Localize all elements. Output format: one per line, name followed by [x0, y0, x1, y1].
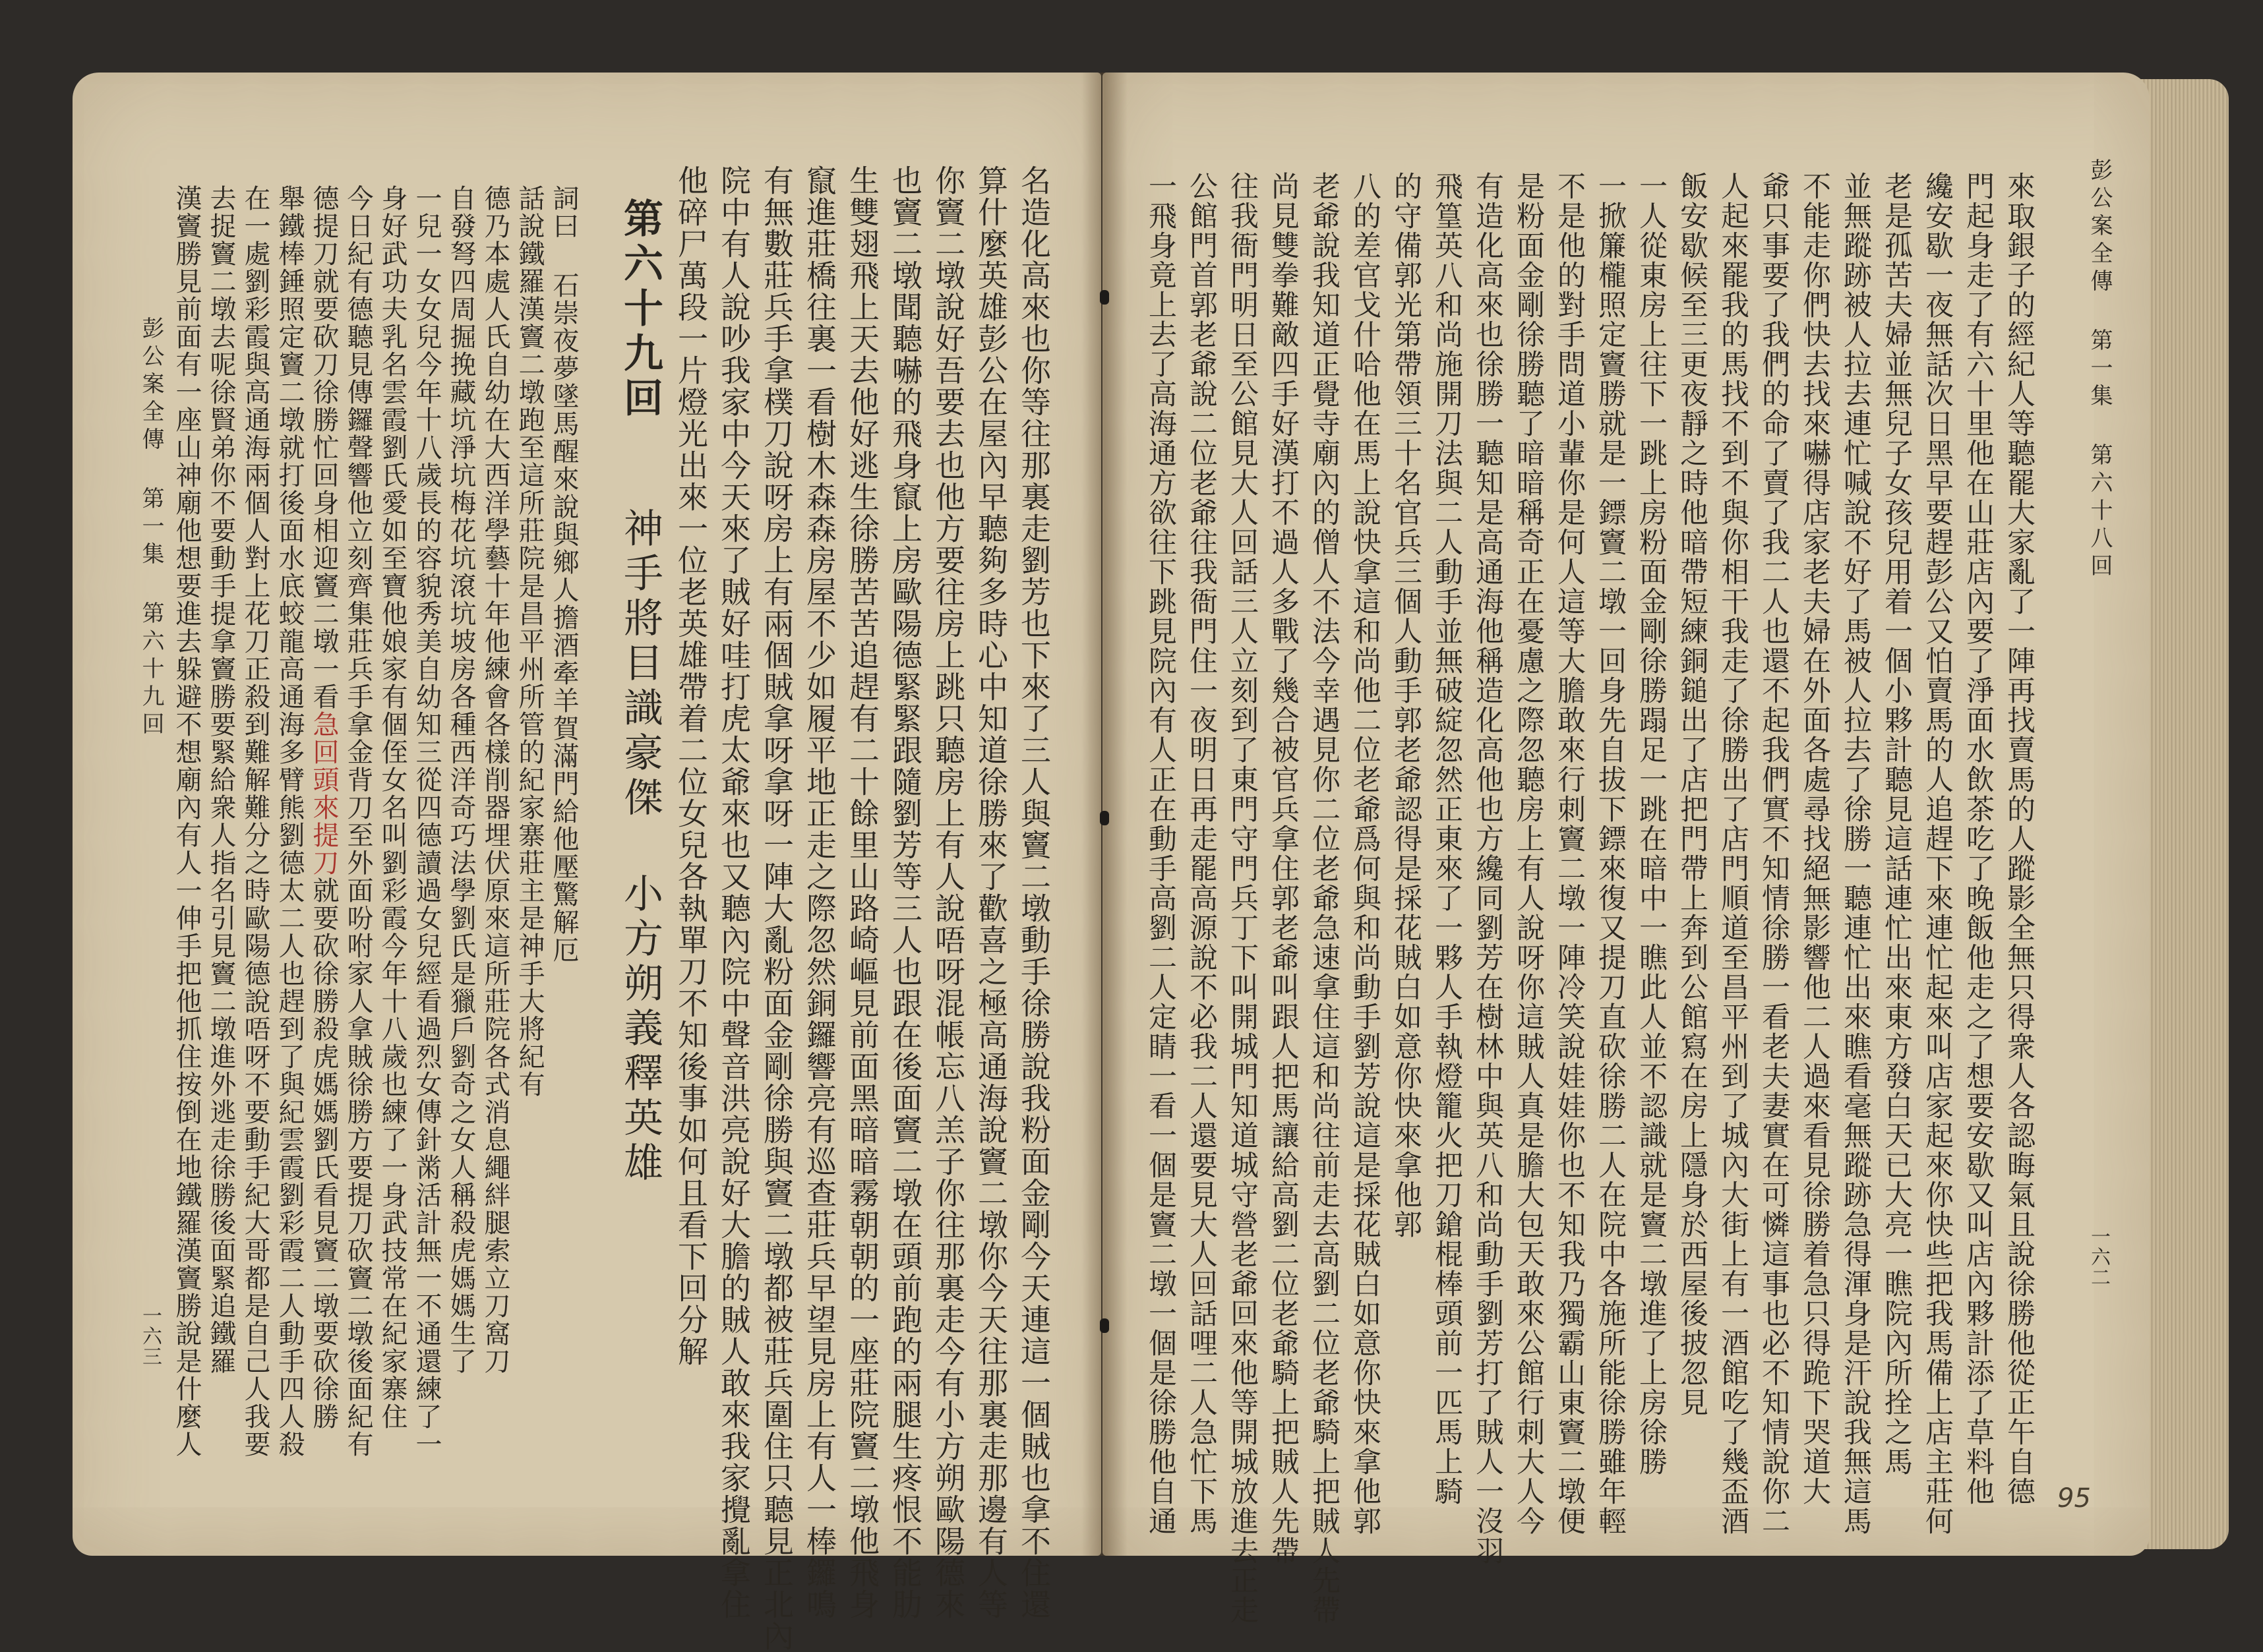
text-column: 也竇二墩聞聽嚇的飛身竄上房歐陽德緊緊跟隨劉芳等三人也跟在後面竇二墩在頭前跑的兩腿生疼恨不能肋: [888, 165, 923, 1620]
red-annotation: 急回頭來提刀: [309, 711, 339, 877]
text-column: 人起來罷我的馬找不到不與你相干我走了徐勝出了店門順道至昌平州到了城內大街上有一酒館吃了幾盃酒: [1716, 171, 1749, 1536]
text-column: 來取銀子的經紀人等聽罷大家亂了一陣再找賣馬的人蹤影全無只得衆人各認晦氣且說徐勝他從正午自德: [2003, 171, 2036, 1506]
text-column: 八的差官戈什哈他在馬上說快拿這和尚他二位老爺爲何與和尚動手劉芳說這是採花賊白如意你快來拿他郭: [1348, 171, 1381, 1536]
text-column: 詞曰 石崇夜夢墜馬醒來說與鄉人擔酒牽羊賀滿門給他壓驚解厄: [549, 185, 579, 964]
text-column: 去捉竇二墩去呢徐賢弟你不要動手提拿竇勝要緊給衆人指名引見竇二墩進外逃走徐勝後面緊追鐵羅: [206, 185, 236, 1375]
text-column: 一掀簾櫳照定竇勝就是一鏢竇二墩一回身先自拔下鏢來復又提刀直砍徐勝二人在院中各施所能徐勝雖年輕: [1594, 171, 1627, 1536]
handwritten-page-mark: 95: [2057, 1483, 2091, 1514]
text-column: 話說鐵羅漢竇二墩跑至這所莊院是昌平州所管的紀家寨莊主是神手大將紀有: [514, 185, 545, 1098]
book-edge: [2136, 79, 2229, 1549]
text-column: 不能走你們快去找來嚇得店家老夫婦在外面各處尋找絕無影響他二人過來看見徐勝着急只得跪下哭道大: [1798, 171, 1831, 1506]
binding-hole: [1100, 811, 1109, 825]
text-column: 飛篁英八和尚施開刀法與二人動手並無破綻忽然正東來了一夥人手執燈籠火把刀鎗棍棒頭前一匹馬上騎: [1430, 171, 1463, 1506]
text-column: 舉鐵棒錘照定竇二墩就打後面水底蛟龍高通海多臂熊劉德太二人也趕到了與紀雲霞劉彩霞二人動手四人殺: [274, 185, 305, 1458]
binding-hole: [1100, 290, 1109, 305]
text-column: 纔安歇一夜無話次日黑早要趕彭公又怕賣馬的人追趕下來連忙起來叫店家起來你快些把我馬備上店主莊何: [1921, 171, 1954, 1536]
left-page-number: 一六三: [138, 1305, 162, 1367]
right-page-header: 彭公案全傳 第一集 第六十八回: [2086, 158, 2113, 581]
text-column: 生雙翅飛上天去他好逃生徐勝苦苦追趕有二十餘里山路崎嶇見前面黑暗暗霧朝朝的一座莊院竇二墩他飛身: [845, 165, 880, 1620]
text-column: 竄進莊橋往裏一看樹木森森房屋不少如履平地正走之際忽然銅鑼響亮有巡查莊兵早望見房上有人一棒鑼鳴: [802, 165, 837, 1620]
text-column: 一人從東房上往下一跳上房粉面金剛徐勝蹋足一跳在暗中一瞧此人並不認識就是竇二墩進了上房徐勝: [1635, 171, 1668, 1477]
text-column: 老是孤苦夫婦並無兒子女孩兒用着一個小夥計聽見這話連忙出來東方發白天已大亮一瞧院內所拴之馬: [1880, 171, 1913, 1477]
text-column: 德提刀就要砍刀徐勝忙回身相迎竇二墩一看急回頭來提刀就要砍徐勝殺虎媽媽劉氏看見竇二墩要砍徐勝: [309, 185, 339, 1431]
text-column: 並無蹤跡被人拉去連忙喊說不好了馬被人拉去了徐勝一聽連忙出來瞧看毫無蹤跡急得渾身是汗說我無這馬: [1839, 171, 1872, 1536]
text-column: 德乃本處人氏自幼在大西洋學藝十年他練會各樣削器埋伏原來這所莊院各式消息繩絆腿索立刀窩刀: [480, 185, 510, 1375]
text-column: 身好武功夫乳名雲霞劉氏愛如至寶他娘家有個侄女名叫劉彩霞今年十八歲也練了一身武技常在紀家寨住: [377, 185, 407, 1431]
chapter-subtitle: 神手將目識豪傑 小方朔義釋英雄: [617, 508, 663, 1187]
text-column: 你竇二墩說好吾要去也他方要往房上跳只聽房上有人說唔呀混帳忘八羔子你往那裏走今有小方朔歐陽德來: [930, 165, 966, 1620]
text-column: 漢竇勝見前面有一座山神廟他想要進去躲避不想廟內有人一伸手把他抓住按倒在地鐵羅漢竇勝說是什麼人: [171, 185, 202, 1458]
text-column: 的守備郭光第帶領三十名官兵三個人動手郭老爺認得是採花賊白如意你快來拿他郭: [1389, 171, 1422, 1239]
text-column: 一飛身竟上去了高海通方欲往下跳見院內有人正在動手高劉二人定睛一看一個是竇二墩一個是徐勝他自通: [1144, 171, 1177, 1536]
text-column: 飯安歇候至三更夜靜之時他暗帶短練銅鎚出了店把門帶上奔到公館寫在房上隱身於西屋後披忽見: [1675, 171, 1708, 1417]
text-column: 在一處劉彩霞與高通海兩個人對上花刀正殺到難解難分之時歐陽德說唔呀不要動手紀大哥都是自己人我要: [240, 185, 270, 1458]
right-page-number: 一六二: [2087, 1226, 2110, 1287]
text-column: 他碎尸萬段一片燈光出來一位老英雄帶着二位女兒各執單刀不知後事如何且看下回分解: [673, 165, 709, 1367]
text-column: 今日紀有德聽見傳鑼聲響他立刻齊集莊兵手拿金背刀至外面吩咐家人拿賊徐勝方要提刀砍竇二墩後面紀有: [343, 185, 373, 1458]
text-column: 爺只事要了我們的命了賣了我二人也還不起我們實不知情徐勝一看老夫妻實在可憐這事也必不知情說你二: [1757, 171, 1790, 1536]
text-column: 公館門首郭老爺說二位老爺往我衙門住一夜明日再走罷高源說不必我二人還要見大人回話哩二人急忙下馬: [1185, 171, 1218, 1536]
text-column: 往我衙門明日至公館見大人回話三人立刻到了東門守門兵丁下叫開城門知道城守營老爺回來他等開城放進去正走: [1226, 171, 1259, 1625]
text-column: 一兒一女女兒今年十八歲長的容貌秀美自幼知三從四德讀過女兒經看過烈女傳針黹活計無一不通還練了一: [411, 185, 442, 1458]
binding-hole: [1100, 1318, 1109, 1333]
text-column: 有造化高來也徐勝一聽知是高通海他稱造化高他也方纔同劉芳在樹林中與英八和尚動手劉芳打了賊人一沒羽: [1471, 171, 1504, 1566]
text-column: 不是他的對手問道小輩你是何人這等大膽敢來行刺竇二墩一陣冷笑說娃娃你也不知我乃獨霸山東竇二墩便: [1553, 171, 1586, 1536]
text-column: 算什麼英雄彭公在屋內早聽夠多時心中知道徐勝來了歡喜之極高通海說竇二墩你今天往那裏走那邊有人等: [973, 165, 1009, 1620]
text-column: 門起身走了有六十里他在山莊店內要了淨面水飲茶吃了晚飯他走之了想要安歇又叫店內夥計添了草料他: [1962, 171, 1995, 1506]
text-column: 自發弩四周掘挽藏坑淨坑梅花坑滾坑坡房各種西洋奇巧法學劉氏是獵戶劉奇之女人稱殺虎媽媽生了: [446, 185, 476, 1375]
text-column: 有無數莊兵手拿樸刀說呀房上有兩個賊拿呀拿呀一陣大亂粉面金剛徐勝與竇二墩都被莊兵圍住只聽見正北內: [759, 165, 795, 1652]
text-column: 是粉面金剛徐勝聽了暗暗稱奇正在憂慮之際忽聽房上有人說呀你這賊人真是膽大包天敢來公館行刺大人今: [1512, 171, 1545, 1536]
text-column: 尚見雙拳難敵四手好漢打不過人多戰了幾合被官兵拿住郭老爺叫跟人把馬讓給高劉二位老爺騎上把賊人先帶: [1267, 171, 1300, 1566]
left-page-header: 彭公案全傳 第一集 第六十九回: [138, 316, 164, 740]
chapter-title: 第六十九回: [617, 198, 663, 422]
text-column: 老爺說我知道正覺寺廟內的僧人不法今幸遇見你二位老爺急速拿住這和尚往前走去高劉二位老爺騎上把賊人先帶: [1308, 171, 1341, 1625]
text-column: 院中有人說吵我家中今天來了賊好哇打虎太爺來也又聽內院中聲音洪亮說好大膽的賊人敢來我家攪亂拿住: [716, 165, 752, 1620]
text-column: 名造化高來也你等往那裏走劉芳也下來了三人與竇二墩動手徐勝說我粉面金剛今天連這一個賊也拿不住還: [1016, 165, 1052, 1620]
